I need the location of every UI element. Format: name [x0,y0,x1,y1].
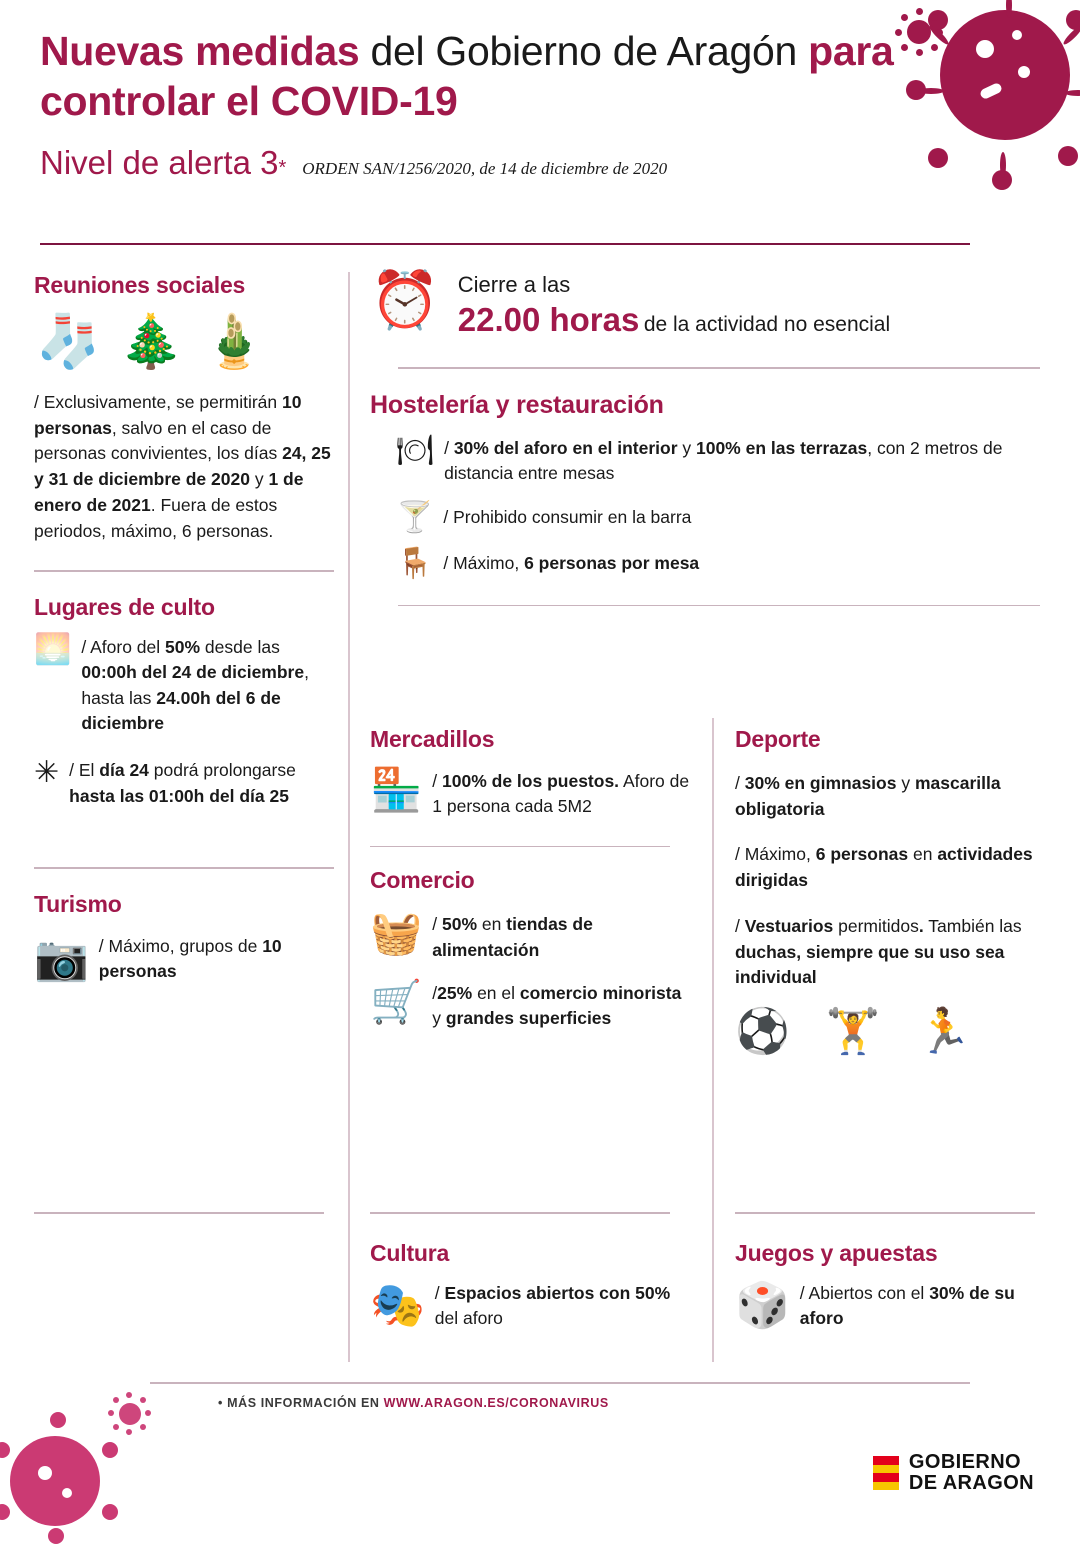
hospitality-item-1-text [444,436,1014,487]
s3-b3: duchas, siempre que su uso sea individual [735,941,1005,988]
s3-b2: . [918,915,924,936]
social-b1: 10 personas [34,392,302,438]
s2-t1: / Máximo, [735,844,816,865]
footer-info [218,1396,609,1410]
footer-more-info: MÁS INFORMACIÓN EN [227,1396,384,1410]
h3-b1: 6 personas por mesa [524,552,700,573]
section-title-mercadillos: Mercadillos [370,726,495,752]
c2-t2: en el [472,983,520,1003]
g-t1: / Abiertos con el [799,1283,930,1303]
virus-illustration-bottom-left [0,1396,170,1546]
sport-item-1 [735,771,1035,822]
christmas-stocking-icon: 🧦 [36,313,101,371]
w2-b2: hasta las 01:00h del día 25 [69,785,289,806]
c2-t1: / [432,983,438,1003]
footer-bullet: • [218,1396,223,1410]
h1-b1: 30% del aforo en el interior [453,437,678,458]
c2-b2: comercio minorista [519,983,682,1003]
alarm-clock-icon: ⏰ [370,268,440,331]
bottom-divider-right [735,1212,1035,1214]
dice-icon: 🎲 [735,1281,790,1331]
w1-t3: , hasta las [81,662,309,708]
alert-level-label: Nivel de alerta 3 [40,144,279,182]
social-t3: y [249,469,269,490]
w2-b1: día 24 [99,760,149,781]
s2-b1: 6 personas [815,844,909,865]
commerce-item-1 [370,909,690,963]
mk-t2: Aforo de 1 persona cada 5M2 [432,771,690,817]
government-logo [873,1452,1034,1494]
s2-b2: actividades dirigidas [735,844,1033,891]
left-column [34,272,334,1000]
s3-t3: También las [923,915,1022,936]
s2-t2: en [908,844,938,865]
s3-b1: Vestuarios [744,915,834,936]
tourism-t1: / Máximo, grupos de [98,935,263,956]
page-header [40,26,920,182]
order-reference: ORDEN SAN/1256/2020, de 14 de diciembre de 2020 [302,159,668,179]
aragon-flag-icon [873,1456,899,1490]
section-title-hosteleria: Hostelería y restauración [370,390,664,419]
gov-line-2: DE ARAGON [908,1472,1034,1494]
gambling-text [800,1281,1045,1332]
h1-b2: 100% en las terrazas [695,437,868,458]
w2-t2: podrá prolongarse [148,760,296,781]
h1-t3: , con 2 metros de distancia entre mesas [444,437,1003,484]
hospitality-item-3-text [443,551,699,576]
s1-b1: 30% en gimnasios [744,773,897,793]
h1-t2: y [677,437,696,458]
title-part-1: Nuevas medidas [40,28,360,74]
sport-column [735,726,1035,1057]
theatre-masks-icon: 🎭 [370,1281,425,1331]
table-chairs-icon: 🪑 [396,546,434,580]
left-divider-1 [34,570,334,572]
tourism-b1: 10 personas [98,935,282,981]
s1-t1: / [735,773,745,793]
tourism-text [99,934,334,985]
commerce-item-1-text [432,912,690,963]
bottom-divider-left [34,1212,324,1214]
left-divider-2 [34,867,334,869]
social-t4: . Fuera de estos periodos, máximo, 6 personas. [34,494,278,541]
social-text [34,390,334,544]
alert-level-row [40,144,920,182]
cu-t2: del aforo [434,1308,503,1329]
christmas-bauble-icon: 🎍 [201,313,267,371]
christmas-tree-icon: 🎄 [118,313,184,371]
cocktail-icon: 🍸 [396,500,434,534]
cu-b1: Espacios abiertos con 50% [444,1283,671,1303]
market-stall-icon: 🏪 [370,766,423,813]
mid-divider-3 [370,846,670,848]
header-divider [40,243,970,245]
government-name [909,1452,1034,1494]
worship-item-1 [34,632,334,737]
hospitality-item-2-text: / Prohibido consumir en la barra [443,506,692,527]
virus-illustration-small-bottom [108,1392,152,1436]
hospitality-item-2 [396,500,1040,534]
tourism-item [34,934,334,985]
c2-b1: 25% [437,983,473,1003]
closing-line1: Cierre a las [457,272,571,297]
title-part-3: para controlar el COVID-19 [40,28,894,125]
w1-t2: desde las [200,636,280,657]
cu-t1: / [434,1283,445,1303]
mk-b1: 100% de los puestos. [442,771,620,791]
g-b1: 30% de su aforo [799,1283,1015,1329]
divider-left-mid [348,272,350,1362]
w1-t1: / Aforo del [81,636,166,657]
social-t1: / Exclusivamente, se permitirán [34,392,283,412]
sunrise-icon: 🌅 [34,632,72,666]
footer-divider [150,1382,970,1384]
c2-t3: y [432,1008,446,1029]
mid-divider-2 [398,605,1040,607]
footer-url[interactable]: WWW.ARAGON.ES/CORONAVIRUS [383,1396,609,1410]
w2-t1: / El [69,760,100,781]
soccer-ball-icon: ⚽ [735,1007,790,1057]
title-part-2: del Gobierno de Aragón [359,28,809,74]
c1-b2: tiendas de alimentación [432,914,593,960]
section-title-juegos-apuestas: Juegos y apuestas [735,1240,938,1266]
worship-item-1-text [81,635,334,737]
w1-b1: 50% [165,636,201,657]
c1-t1: / [432,914,443,935]
culture-text [435,1281,690,1332]
w1-b3: 24.00h del 6 de diciembre [81,687,281,733]
bottom-divider-mid [370,1212,670,1214]
food-basket-icon: 🧺 [370,909,423,957]
h3-t1: / Máximo, [443,552,525,573]
markets-item [370,766,690,820]
c2-b3: grandes superficies [445,1008,612,1029]
section-title-lugares-de-culto: Lugares de culto [34,593,215,620]
star-icon: ✳ [34,756,60,790]
sport-item-2 [735,842,1035,893]
section-title-deporte: Deporte [735,726,821,752]
section-title-turismo: Turismo [34,890,122,917]
page-title [40,26,920,126]
closing-time: 22.00 horas [457,301,640,339]
section-title-cultura: Cultura [370,1240,450,1266]
mk-t1: / [432,771,443,791]
runner-icon: 🏃 [916,1007,972,1057]
section-title-reuniones-sociales: Reuniones sociales [34,272,246,298]
weight-lifter-icon: 🏋 [825,1007,881,1057]
c1-t2: en [477,914,507,935]
hospitality-item-3 [396,546,1040,580]
gambling-block [735,1240,1045,1348]
c1-b1: 50% [442,914,478,935]
gov-line-1: GOBIERNO [908,1451,1022,1473]
worship-item-2 [34,758,334,809]
divider-mid-right [712,718,714,1362]
camera-icon: 📷 [34,933,89,983]
culture-item [370,1281,690,1332]
s3-t1: / [735,915,745,936]
gambling-item [735,1281,1045,1332]
markets-text [432,769,690,820]
w1-b2: 00:00h del 24 de diciembre [81,662,305,683]
s3-t2: permitidos [833,915,919,936]
s1-b2: mascarilla obligatoria [735,773,1001,819]
social-icons [36,311,334,372]
mid-divider-1 [398,367,1040,369]
markets-commerce-column [370,726,690,1048]
middle-column [370,268,1040,606]
shopping-cart-icon: 🛒 [370,978,423,1025]
social-t2: , salvo en el caso de personas convivientes, los días [34,417,283,464]
closing-line2: de la actividad no esencial [643,313,891,337]
commerce-item-2-text [432,981,690,1032]
sport-item-3 [735,914,1045,991]
social-b3: 1 de enero de 2021 [34,469,304,515]
worship-item-2-text [69,758,334,809]
social-b2: 24, 25 y 31 de diciembre de 2020 [34,443,331,490]
hospitality-item-1 [396,433,1040,487]
sport-icons [735,1005,1035,1057]
s1-t2: y [896,773,915,793]
h1-t1: / [444,437,454,458]
commerce-item-2 [370,978,690,1032]
culture-block [370,1240,690,1348]
food-cloche-icon: 🍽 [396,433,435,467]
section-title-comercio: Comercio [370,867,475,894]
alert-level-asterisk: * [278,157,287,180]
closing-hours-block [370,268,1040,339]
